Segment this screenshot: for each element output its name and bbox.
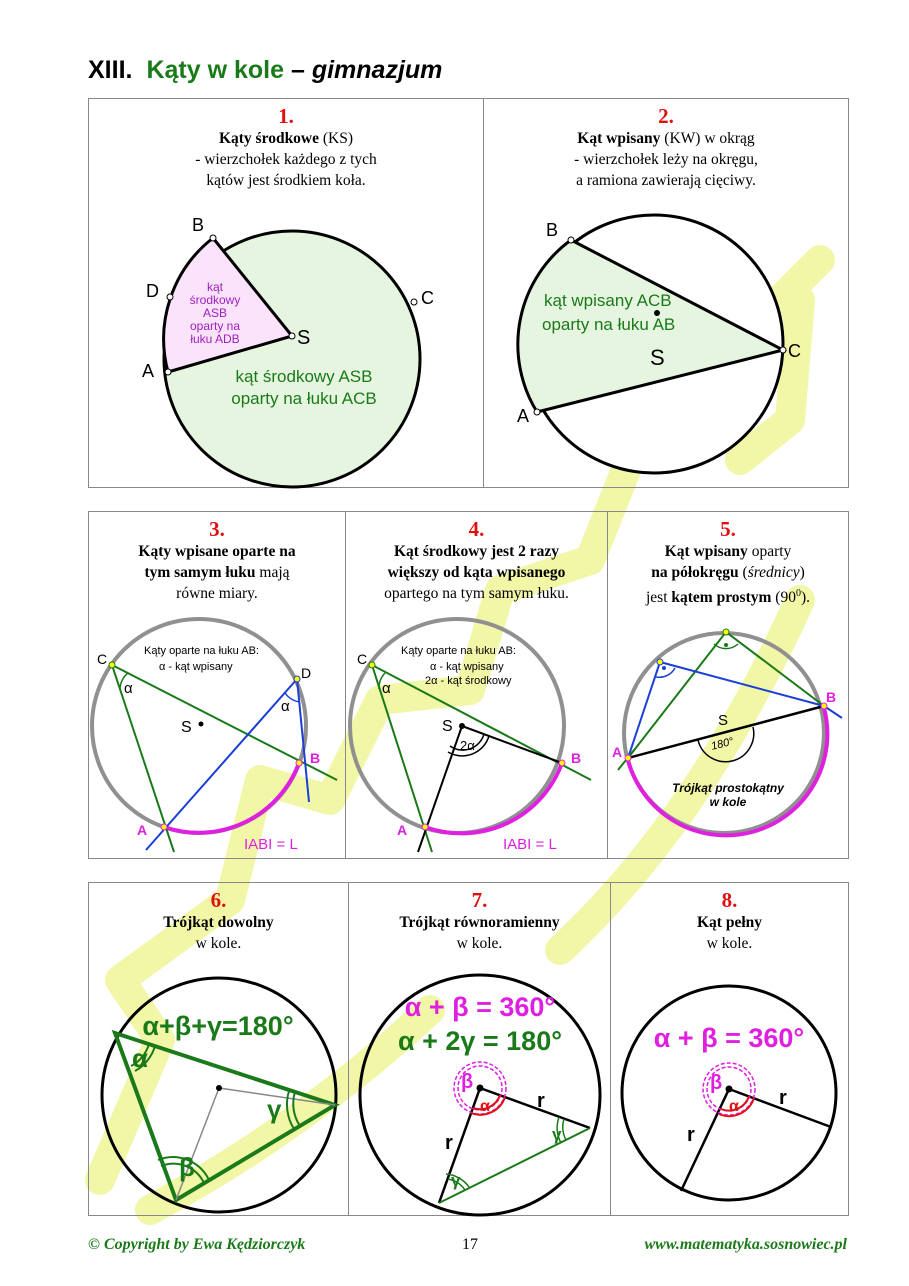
svg-text:2α - kąt środkowy: 2α - kąt środkowy xyxy=(425,675,512,687)
panel-5-text: 5. Kąt wpisany oparty na półokręgu (średnicy) jest kątem prostym $(90^0)$. xyxy=(645,517,811,607)
svg-text:Kąty oparte na łuku AB:: Kąty oparte na łuku AB: xyxy=(144,645,259,657)
svg-text:Kąty oparte na łuku AB:: Kąty oparte na łuku AB: xyxy=(401,645,516,657)
figure-semicircle xyxy=(608,512,849,860)
label-B: B xyxy=(571,750,582,766)
figure-central-angle xyxy=(89,99,483,489)
label-C: C xyxy=(97,651,108,667)
svg-text:γ: γ xyxy=(552,1125,562,1144)
svg-text:łuku ADB: łuku ADB xyxy=(190,332,240,346)
label-B: B xyxy=(310,750,321,766)
figure-same-arc xyxy=(89,512,345,860)
svg-text:γ: γ xyxy=(267,1094,282,1124)
label-A: A xyxy=(142,361,155,381)
svg-text:α: α xyxy=(480,1098,490,1115)
panel-5 xyxy=(607,512,848,858)
label-C: C xyxy=(421,288,434,308)
svg-text:ASB: ASB xyxy=(202,306,228,320)
arc-AB xyxy=(164,763,299,833)
svg-text:2α: 2α xyxy=(460,738,475,753)
svg-text:γ: γ xyxy=(451,1171,461,1190)
formula-2: α + 2γ = 180° xyxy=(397,1026,563,1056)
figure-isosceles-triangle xyxy=(349,883,611,1217)
title-main: Kąty w kole xyxy=(146,56,285,84)
svg-text:180°: 180° xyxy=(709,735,735,753)
svg-text:w kole: w kole xyxy=(709,795,747,809)
svg-text:α: α xyxy=(382,680,391,697)
svg-text:środkowy: środkowy xyxy=(189,293,241,307)
panel-6 xyxy=(89,883,348,1215)
svg-text:α: α xyxy=(729,1098,739,1115)
page-title: XIII. Kąty w kole – gimnazjum xyxy=(88,56,443,84)
svg-text:β: β xyxy=(710,1072,723,1094)
label-C: C xyxy=(357,651,368,667)
svg-text:r: r xyxy=(687,1124,695,1146)
svg-text:oparty na łuku ACB: oparty na łuku ACB xyxy=(231,389,377,408)
panel-2-text: 2. Kąt wpisany (KW) w okrąg - wierzchołek leży na okręgu, a ramiona zawierają cięciwy. xyxy=(574,104,758,189)
panel-6-text: 6. Trójkąt dowolny w kole. xyxy=(163,888,274,952)
label-S: S xyxy=(650,345,665,370)
panel-3 xyxy=(89,512,345,858)
figure-central-vs-inscribed xyxy=(346,512,608,860)
svg-text:α - kąt wpisany: α - kąt wpisany xyxy=(159,661,233,673)
svg-text:β: β xyxy=(179,1152,195,1182)
row-3 xyxy=(88,882,849,1216)
panel-7 xyxy=(348,883,610,1215)
label-B: B xyxy=(546,220,559,240)
panel-1-text: 1. Kąty środkowe (KS) - wierzchołek każdego z tych kątów jest środkiem koła. xyxy=(195,104,377,189)
label-D: D xyxy=(301,665,312,681)
svg-text:kąt wpisany ACB: kąt wpisany ACB xyxy=(544,291,672,310)
formula: α + β = 360° xyxy=(653,1023,805,1053)
svg-text:α: α xyxy=(124,680,133,697)
row-2 xyxy=(88,511,849,859)
figure-any-triangle xyxy=(89,883,348,1217)
label-B: B xyxy=(192,215,205,235)
svg-text:α: α xyxy=(132,1043,148,1073)
triangle xyxy=(115,1033,335,1200)
label-S: S xyxy=(718,712,729,729)
svg-text:α: α xyxy=(281,698,290,715)
panel-3-text: 3. Kąty wpisane oparte na tym samym łuku mają równe miary. xyxy=(138,517,296,602)
panel-7-text: 7. Trójkąt równoramienny w kole. xyxy=(399,888,560,952)
label-A: A xyxy=(397,822,408,838)
svg-text:r: r xyxy=(779,1087,787,1109)
svg-text:kąt środkowy ASB: kąt środkowy ASB xyxy=(235,367,373,386)
row-1 xyxy=(88,98,849,488)
svg-text:r: r xyxy=(537,1090,545,1112)
svg-text:Trójkąt prostokątny: Trójkąt prostokątny xyxy=(672,781,784,795)
formula-1: α + β = 360° xyxy=(404,992,556,1022)
svg-text:r: r xyxy=(445,1132,453,1154)
label-D: D xyxy=(146,281,159,301)
label-S: S xyxy=(297,327,311,349)
panel-8 xyxy=(610,883,848,1215)
label-B: B xyxy=(826,689,837,705)
svg-text:oparty na łuku AB: oparty na łuku AB xyxy=(542,315,676,334)
svg-text:oparty na: oparty na xyxy=(189,319,241,333)
svg-text:α - kąt wpisany: α - kąt wpisany xyxy=(430,661,504,673)
figure-full-angle xyxy=(611,883,849,1217)
svg-text:kąt: kąt xyxy=(206,280,224,294)
footer-website[interactable]: www.matematyka.sosnowiec.pl xyxy=(644,1236,847,1253)
svg-text:β: β xyxy=(461,1071,474,1093)
panel-4-text: 4. Kąt środkowy jest 2 razy większy od kąta wpisanego opartego na tym samym łuku. xyxy=(384,517,569,602)
panel-1 xyxy=(89,99,483,487)
footer-copyright: © Copyright by Ewa Kędziorczyk xyxy=(88,1236,306,1253)
panel-4 xyxy=(345,512,607,858)
panel-8-text: 8. Kąt pełny w kole. xyxy=(696,888,763,952)
figure-inscribed-angle xyxy=(484,99,849,489)
panel-2 xyxy=(483,99,848,487)
label-S: S xyxy=(442,718,453,735)
label-A: A xyxy=(517,406,530,426)
label-S: S xyxy=(181,719,192,736)
arc-length-label: IABI = L xyxy=(244,836,298,853)
label-C: C xyxy=(788,341,801,361)
formula: α+β+γ=180° xyxy=(142,1011,294,1041)
label-A: A xyxy=(612,744,623,760)
label-A: A xyxy=(137,822,148,838)
page-number: 17 xyxy=(462,1236,478,1253)
arc-length-label: IABI = L xyxy=(503,836,557,853)
title-subtitle: gimnazjum xyxy=(311,56,443,84)
